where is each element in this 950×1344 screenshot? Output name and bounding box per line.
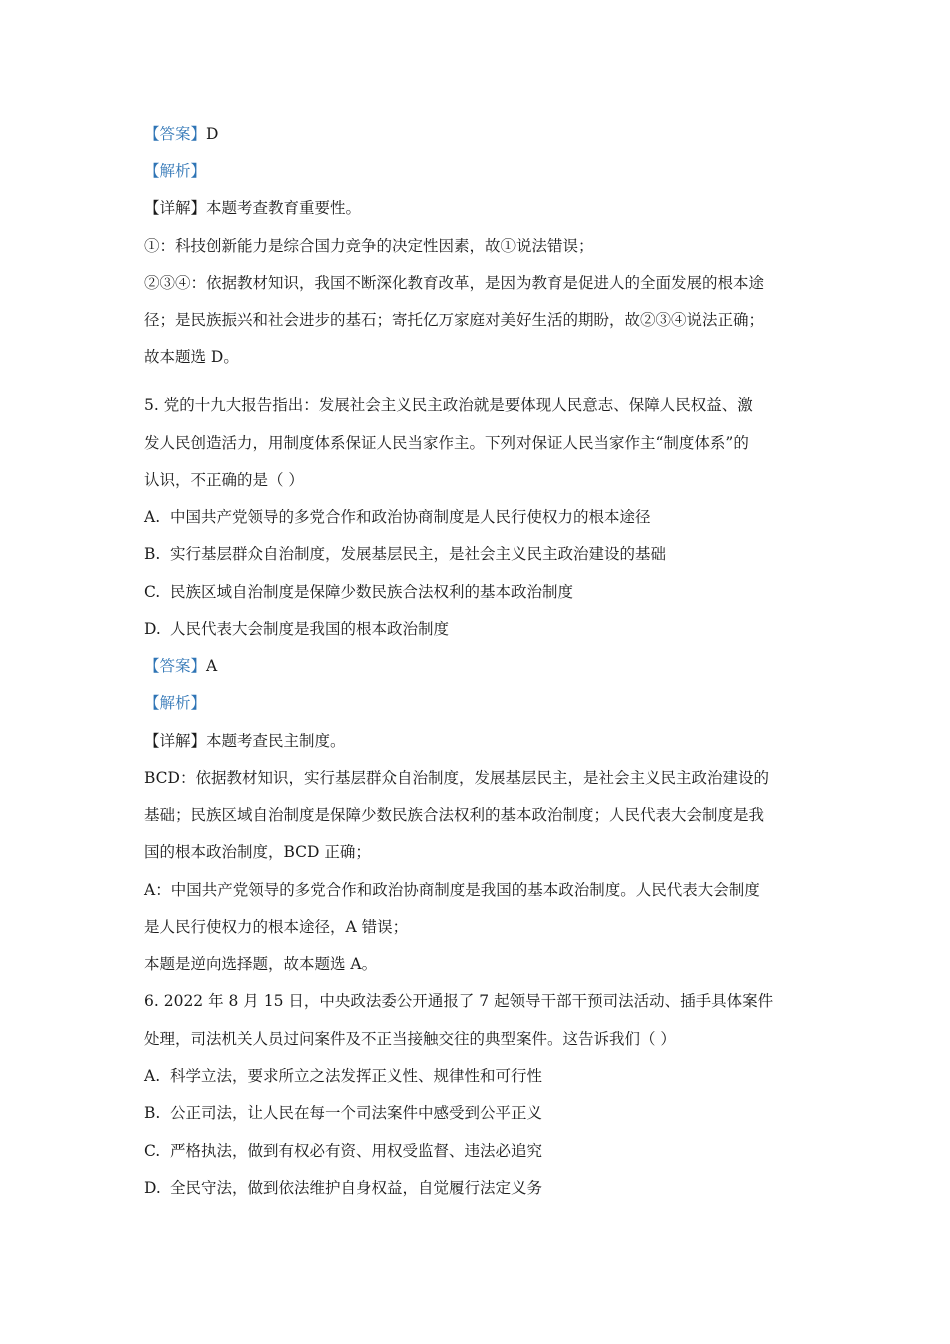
q4-explanation-line: 故本题选 D。 xyxy=(144,348,239,366)
q5-option-b xyxy=(144,543,666,565)
q4-explanation-line: ②③④：依据教材知识，我国不断深化教育改革，是因为教育是促进人的全面发展的根本途 xyxy=(144,274,765,292)
option-letter: C. xyxy=(144,1142,161,1160)
q5-detail xyxy=(144,730,346,752)
q4-analysis-label: 【解析】 xyxy=(144,162,207,180)
answer-label: 【答案】 xyxy=(144,125,207,143)
q4-explanation-line: ①：科技创新能力是综合国力竞争的决定性因素，故①说法错误； xyxy=(144,237,594,255)
option-text: 实行基层群众自治制度，发展基层民主，是社会主义民主政治建设的基础 xyxy=(170,545,667,563)
option-letter: D. xyxy=(144,1179,161,1197)
q5-option-c xyxy=(144,581,573,603)
option-letter: C. xyxy=(144,583,161,601)
option-text: 科学立法，要求所立之法发挥正义性、规律性和可行性 xyxy=(170,1067,543,1085)
q5-option-a xyxy=(144,506,651,528)
q5-explanation-line: A：中国共产党领导的多党合作和政治协商制度是我国的基本政治制度。人民代表大会制度 xyxy=(144,881,760,899)
q6-option-c xyxy=(144,1140,542,1162)
option-letter: A. xyxy=(144,508,161,526)
option-letter: B. xyxy=(144,1104,161,1122)
q5-answer xyxy=(144,655,217,677)
q5-explanation-line: 基础；民族区域自治制度是保障少数民族合法权利的基本政治制度；人民代表大会制度是我 xyxy=(144,806,765,824)
q5-explanation-line: 是人民行使权力的根本途径，A 错误； xyxy=(144,918,409,936)
q5-analysis-label: 【解析】 xyxy=(144,694,207,712)
detail-text: 本题考查教育重要性。 xyxy=(206,199,362,217)
q5-stem-line: 发人民创造活力，用制度体系保证人民当家作主。下列对保证人民当家作主“制度体系”的 xyxy=(144,434,749,452)
q6-stem-line: 6. 2022 年 8 月 15 日，中央政法委公开通报了 7 起领导干部干预司法活动、插手具体案件 xyxy=(144,992,774,1010)
answer-value: D xyxy=(206,125,219,143)
detail-label: 【详解】 xyxy=(144,199,207,217)
q6-stem-line: 处理，司法机关人员过问案件及不正当接触交往的典型案件。这告诉我们（ ） xyxy=(144,1030,676,1048)
option-text: 严格执法，做到有权必有资、用权受监督、违法必追究 xyxy=(170,1142,543,1160)
q6-option-a xyxy=(144,1065,542,1087)
detail-text: 本题考查民主制度。 xyxy=(206,732,346,750)
option-text: 民族区域自治制度是保障少数民族合法权利的基本政治制度 xyxy=(170,583,574,601)
detail-label: 【详解】 xyxy=(144,732,207,750)
q5-option-d xyxy=(144,618,449,640)
q4-detail xyxy=(144,197,361,219)
option-letter: A. xyxy=(144,1067,161,1085)
q5-stem-line: 认识，不正确的是（ ） xyxy=(144,471,304,489)
answer-label: 【答案】 xyxy=(144,657,207,675)
option-text: 公正司法，让人民在每一个司法案件中感受到公平正义 xyxy=(170,1104,543,1122)
q5-stem-line: 5. 党的十九大报告指出：发展社会主义民主政治就是要体现人民意志、保障人民权益、激 xyxy=(144,396,753,414)
option-text: 全民守法，做到依法维护自身权益，自觉履行法定义务 xyxy=(170,1179,543,1197)
q5-explanation-line: 国的根本政治制度，BCD 正确； xyxy=(144,843,371,861)
answer-value: A xyxy=(206,657,218,675)
option-text: 中国共产党领导的多党合作和政治协商制度是人民行使权力的根本途径 xyxy=(170,508,651,526)
option-letter: B. xyxy=(144,545,161,563)
q6-option-b xyxy=(144,1102,542,1124)
q4-answer xyxy=(144,123,218,145)
option-text: 人民代表大会制度是我国的根本政治制度 xyxy=(170,620,450,638)
q5-explanation-line: 本题是逆向选择题，故本题选 A。 xyxy=(144,955,378,973)
q5-explanation-line: BCD：依据教材知识，实行基层群众自治制度，发展基层民主，是社会主义民主政治建设的 xyxy=(144,769,769,787)
q4-explanation-line: 径；是民族振兴和社会进步的基石；寄托亿万家庭对美好生活的期盼，故②③④说法正确； xyxy=(144,311,765,329)
option-letter: D. xyxy=(144,620,161,638)
q6-option-d xyxy=(144,1177,542,1199)
